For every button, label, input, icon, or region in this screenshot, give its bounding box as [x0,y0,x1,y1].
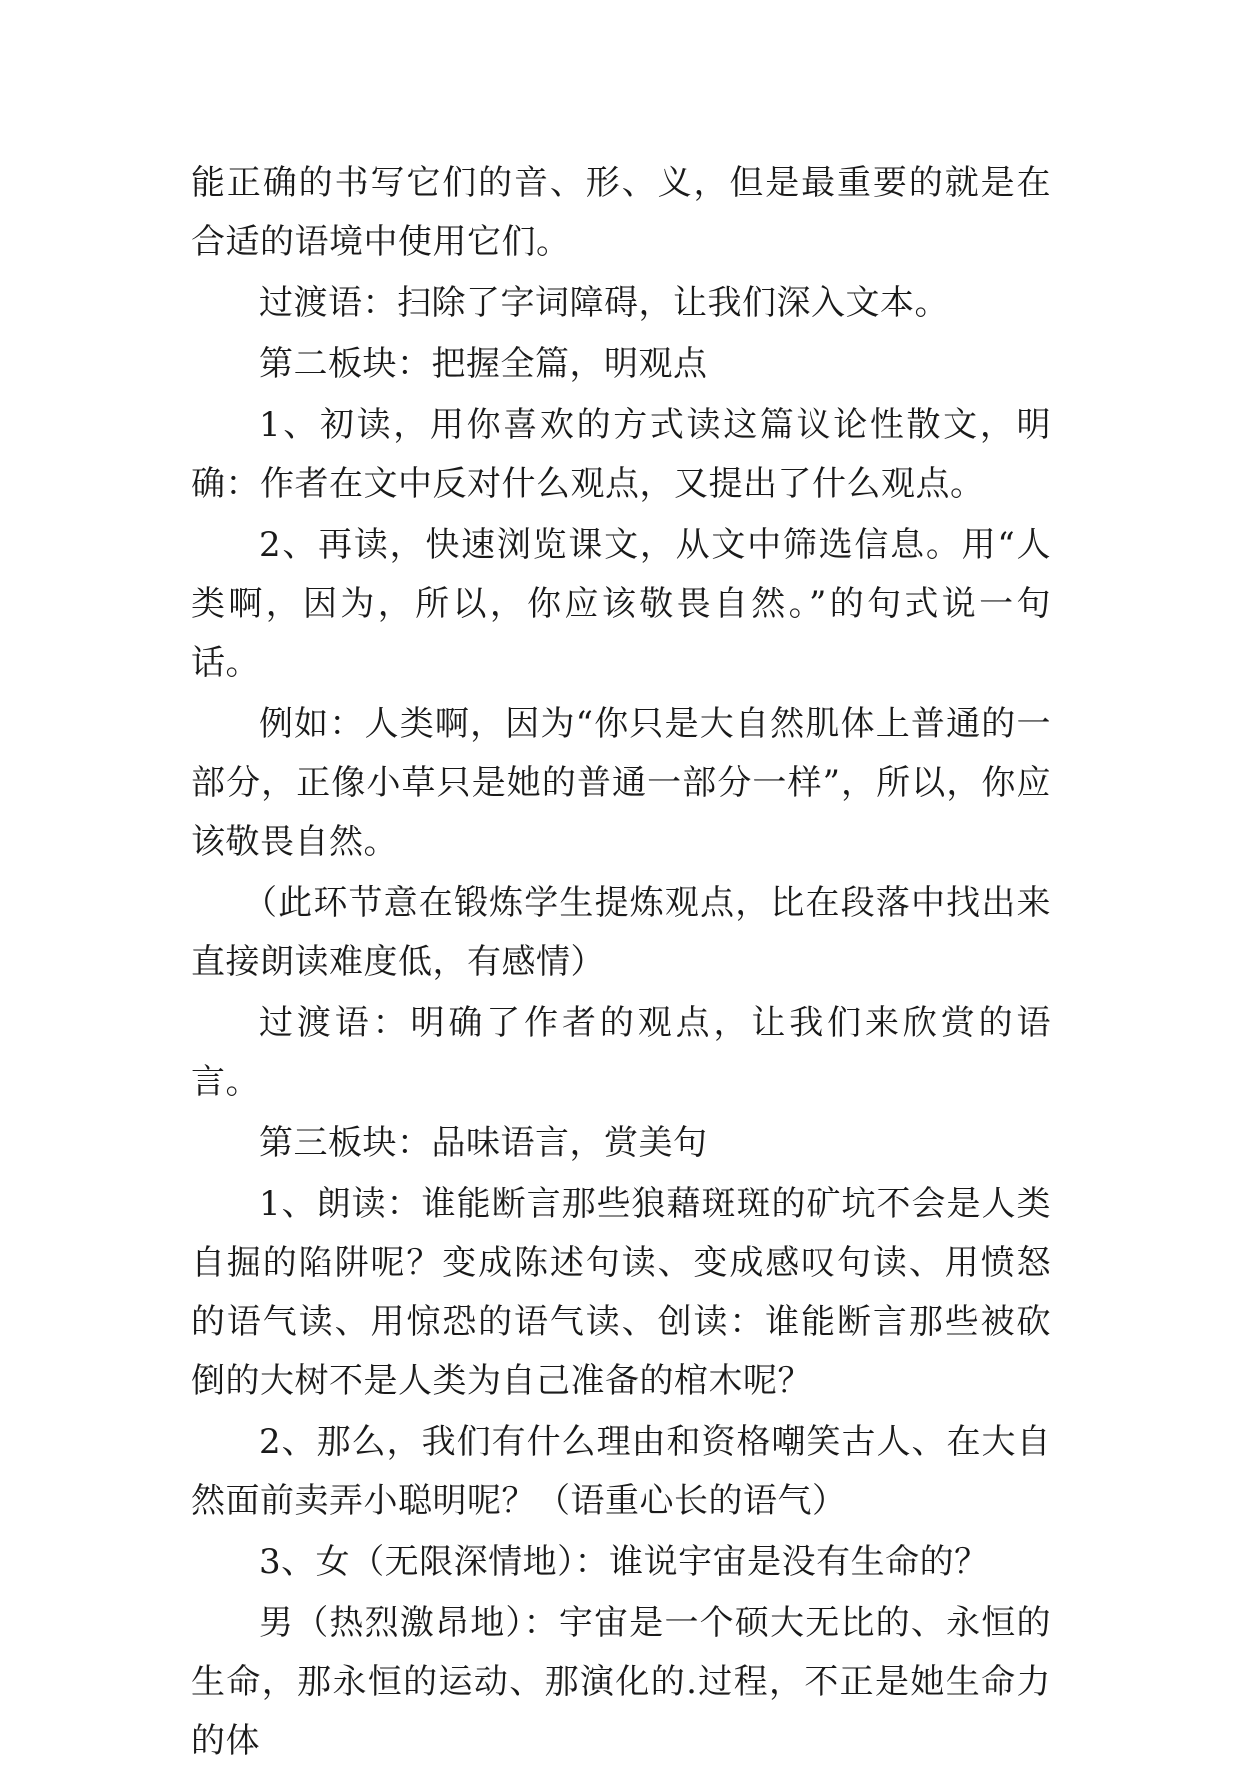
paragraph-question: 2、那么，我们有什么理由和资格嘲笑古人、在大自然面前卖弄小聪明呢？（语重心长的语气） [191,1422,1051,1521]
paragraph-male-voice: 男（热烈激昂地）：宇宙是一个硕大无比的、永恒的生命，那永恒的运动、那演化的.过程，不正是她生命力的体 [191,1603,1051,1761]
paragraph-transition-1: 过渡语：扫除了字词障碍，让我们深入文本。 [259,283,949,323]
paragraph-continuation: 能正确的书写它们的音、形、义，但是最重要的就是在合适的语境中使用它们。 [191,163,1051,262]
paragraph-example: 例如：人类啊，因为“你只是大自然肌体上普通的一部分，正像小草只是她的普通一部分一样”，所以，你应该敬畏自然。 [191,704,1051,862]
paragraph-reading-aloud: 1、朗读：谁能断言那些狼藉斑斑的矿坑不会是人类自掘的陷阱呢？变成陈述句读、变成感叹句读、用愤怒的语气读、用惊恐的语气读、创读：谁能断言那些被砍倒的大树不是人类为自己准备的棺木呢？ [191,1184,1051,1401]
section-heading-3: 第三板块：品味语言，赏美句 [259,1123,708,1163]
paragraph-transition-2: 过渡语：明确了作者的观点，让我们来欣赏的语言。 [191,1003,1051,1102]
document-body [191,154,1051,1773]
paragraph-note: （此环节意在锻炼学生提炼观点，比在段落中找出来直接朗读难度低，有感情） [191,883,1051,982]
paragraph-female-voice: 3、女（无限深情地）：谁说宇宙是没有生命的？ [259,1542,989,1582]
paragraph-second-reading: 2、再读，快速浏览课文，从文中筛选信息。用“人类啊，因为，所以，你应该敬畏自然。”的句式说一句话。 [191,525,1051,683]
paragraph-first-reading: 1、初读，用你喜欢的方式读这篇议论性散文，明确：作者在文中反对什么观点，又提出了什么观点。 [191,405,1051,504]
section-heading-2: 第二板块：把握全篇，明观点 [259,344,708,384]
